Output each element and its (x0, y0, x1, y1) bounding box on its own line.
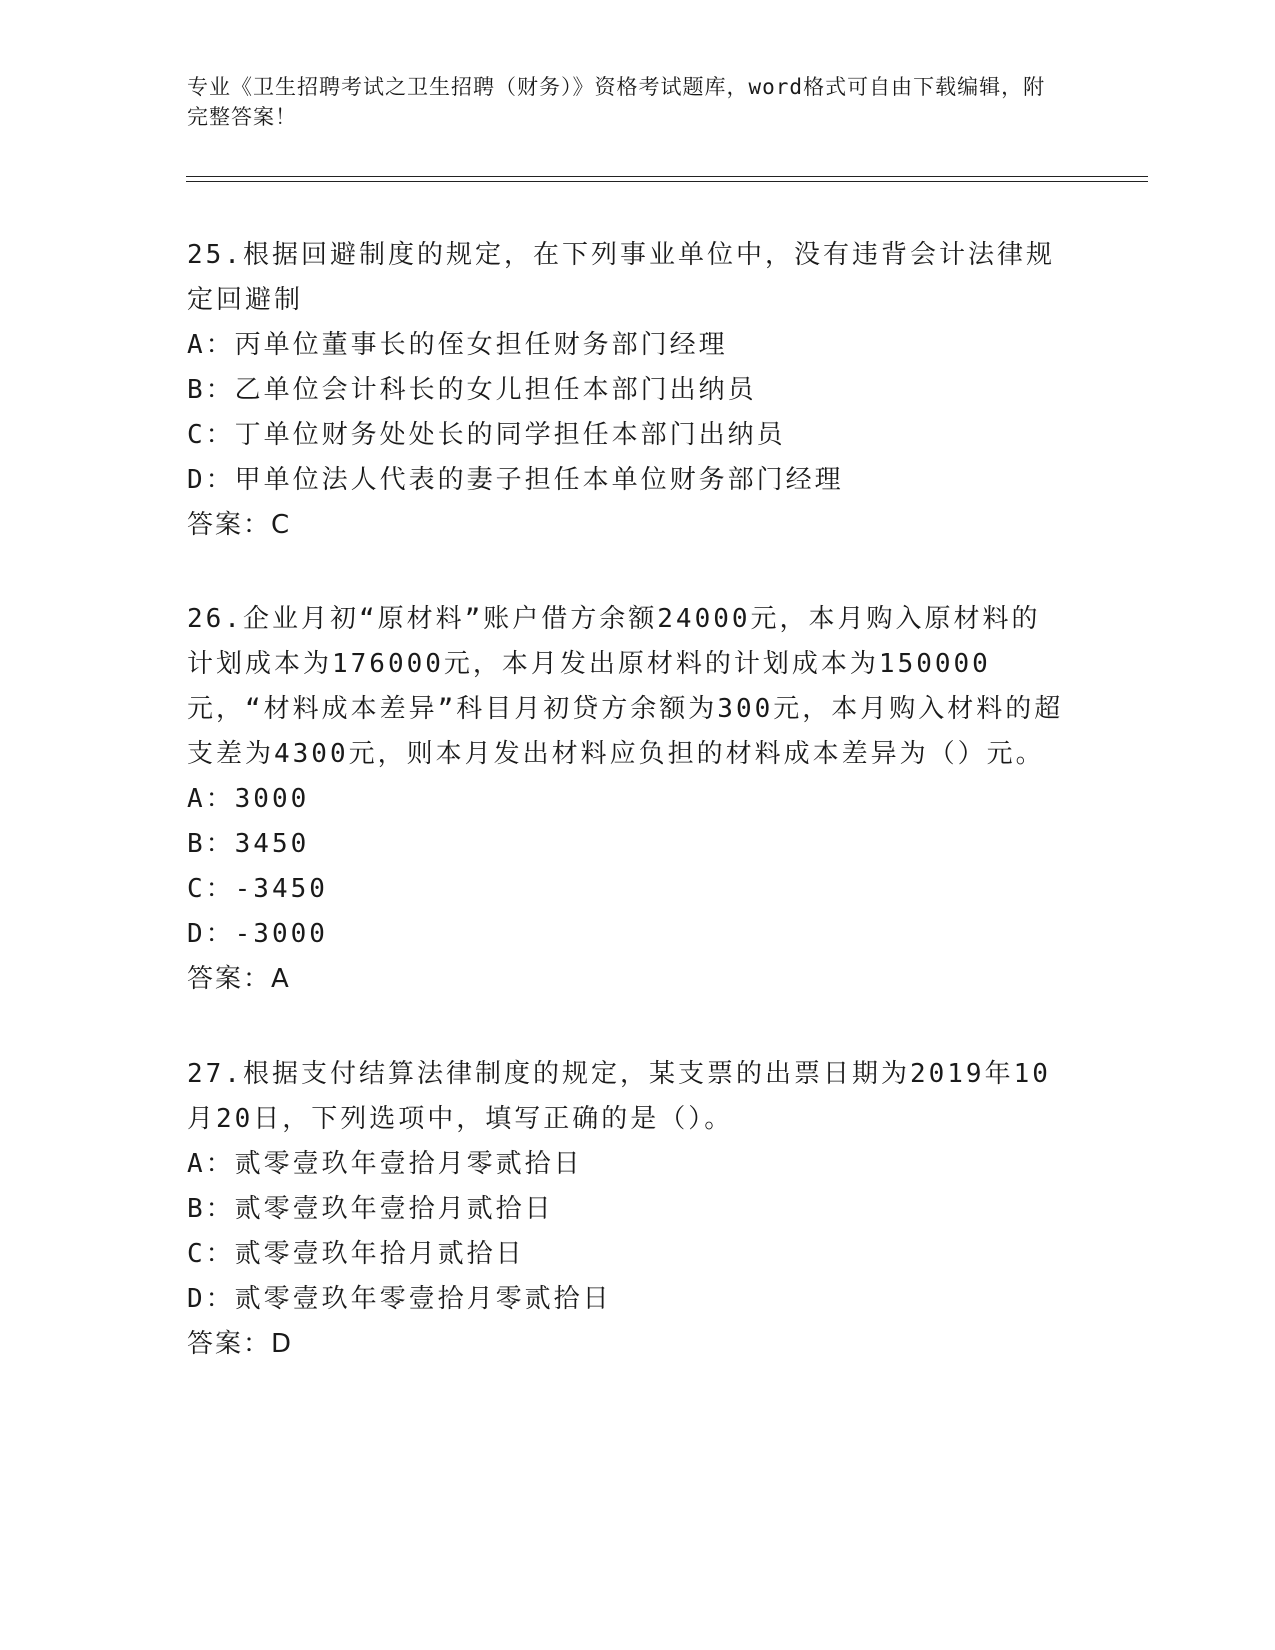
option-a: A：贰零壹玖年壹拾月零贰拾日 (187, 1149, 583, 1179)
option-list (187, 323, 1067, 503)
option-b: B：3450 (187, 829, 310, 859)
option-list (187, 777, 1067, 957)
option-d: D：贰零壹玖年零壹拾月零贰拾日 (187, 1284, 612, 1314)
option-b: B：乙单位会计科长的女儿担任本部门出纳员 (187, 375, 757, 405)
header-divider-top (186, 176, 1148, 177)
answer-line: 答案：C (187, 510, 292, 540)
header-divider-bottom (186, 181, 1148, 182)
option-d: D：-3000 (187, 919, 328, 949)
option-d: D：甲单位法人代表的妻子担任本单位财务部门经理 (187, 465, 844, 495)
option-c: C：丁单位财务处处长的同学担任本部门出纳员 (187, 420, 786, 450)
document-header: 专业《卫生招聘考试之卫生招聘（财务）》资格考试题库，word格式可自由下载编辑，附完整答案！ (187, 75, 1046, 129)
option-c: C：贰零壹玖年拾月贰拾日 (187, 1239, 525, 1269)
option-c: C：-3450 (187, 874, 328, 904)
option-a: A：丙单位董事长的侄女担任财务部门经理 (187, 330, 728, 360)
question-stem: 27.根据支付结算法律制度的规定，某支票的出票日期为2019年10月20日，下列选项中，填写正确的是（）。 (187, 1059, 1051, 1134)
option-list (187, 1142, 1067, 1322)
question-stem: 25.根据回避制度的规定，在下列事业单位中，没有违背会计法律规定回避制 (187, 240, 1055, 315)
option-b: B：贰零壹玖年壹拾月贰拾日 (187, 1194, 554, 1224)
question-stem: 26.企业月初“原材料”账户借方余额24000元，本月购入原材料的计划成本为176000元，本月发出原材料的计划成本为150000元，“材料成本差异”科目月初贷方余额为300元，本月购入材料的超支差为4300元，则本月发出材料应负担的材料成本差异为（）元。 (187, 604, 1064, 769)
answer-line: 答案：A (187, 964, 291, 994)
question-25 (187, 233, 1067, 548)
answer-line: 答案：D (187, 1329, 294, 1359)
question-27 (187, 1052, 1067, 1367)
question-26 (187, 597, 1067, 1002)
option-a: A：3000 (187, 784, 310, 814)
